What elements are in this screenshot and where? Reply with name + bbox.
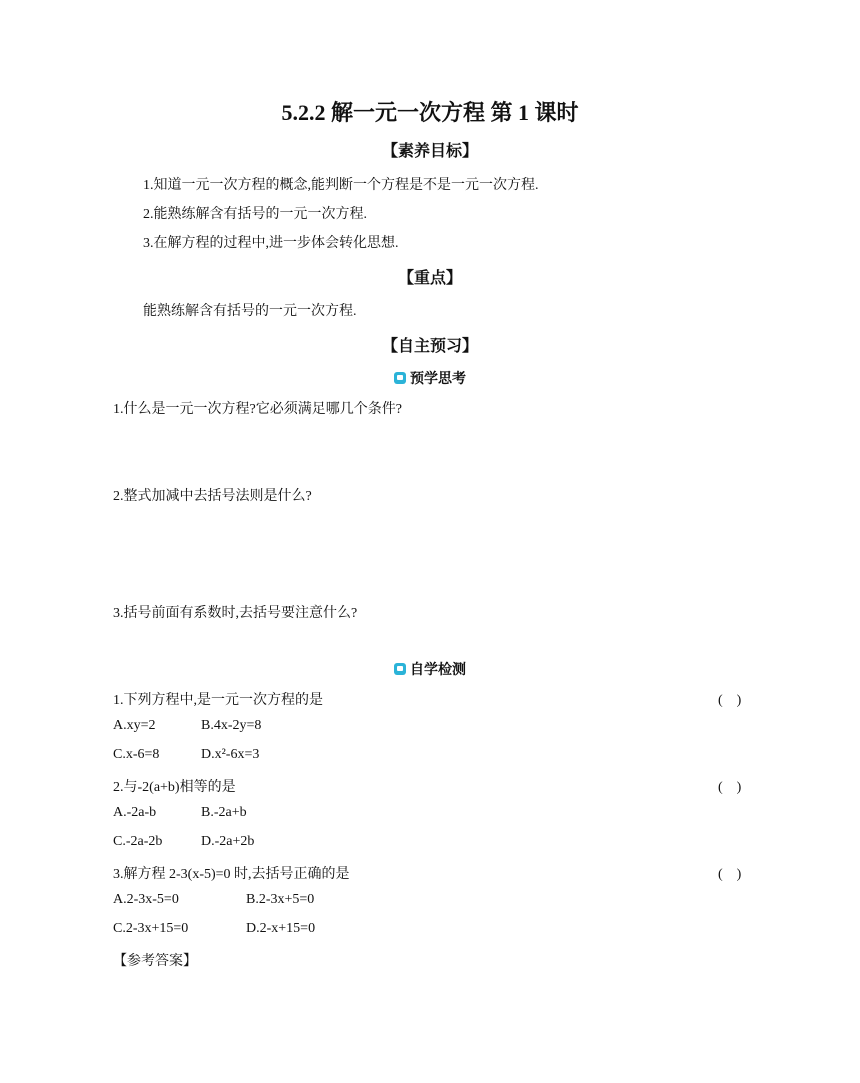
think-label: 预学思考 [410,371,466,387]
preview-heading: 【自主预习】 [381,336,478,355]
q1-option-d: D.x²-6x=3 [201,747,260,762]
q2-stem: 2.与-2(a+b)相等的是 [113,780,236,795]
q3-option-b: B.2-3x+5=0 [246,892,315,907]
q2-option-b: B.-2a+b [201,805,247,820]
q1-answer-blank: ( ) [718,693,742,708]
q2-option-a: A.-2a-b [113,805,157,820]
answers-heading: 【参考答案】 [113,954,197,969]
objective-item-2: 2.能熟练解含有括号的一元一次方程. [143,207,367,222]
preview-question-3: 3.括号前面有系数时,去括号要注意什么? [113,606,358,621]
objective-item-3: 3.在解方程的过程中,进一步体会转化思想. [143,236,399,251]
q3-option-c: C.2-3x+15=0 [113,921,189,936]
selfcheck-subheading [0,659,860,679]
q1-option-c: C.x-6=8 [113,747,160,762]
checklist-icon [394,663,406,675]
book-icon [394,372,406,384]
objective-item-1: 1.知道一元一次方程的概念,能判断一个方程是不是一元一次方程. [143,178,539,193]
objectives-heading: 【素养目标】 [381,141,478,160]
keypoint-text: 能熟练解含有括号的一元一次方程. [143,304,357,319]
q1-option-b: B.4x-2y=8 [201,718,262,733]
preview-question-2: 2.整式加减中去括号法则是什么? [113,489,312,504]
q3-stem: 3.解方程 2-3(x-5)=0 时,去括号正确的是 [113,867,350,882]
page-title: 5.2.2 解一元一次方程 第 1 课时 [281,100,579,125]
q2-option-d: D.-2a+2b [201,834,255,849]
q3-option-a: A.2-3x-5=0 [113,892,179,907]
q3-answer-blank: ( ) [718,867,742,882]
q1-option-a: A.xy=2 [113,718,156,733]
selfcheck-label: 自学检测 [410,662,466,678]
preview-question-1: 1.什么是一元一次方程?它必须满足哪几个条件? [113,402,402,417]
keypoint-heading: 【重点】 [397,268,462,287]
think-subheading [0,368,860,388]
q3-option-d: D.2-x+15=0 [246,921,316,936]
q2-option-c: C.-2a-2b [113,834,163,849]
q2-answer-blank: ( ) [718,780,742,795]
q1-stem: 1.下列方程中,是一元一次方程的是 [113,693,323,708]
